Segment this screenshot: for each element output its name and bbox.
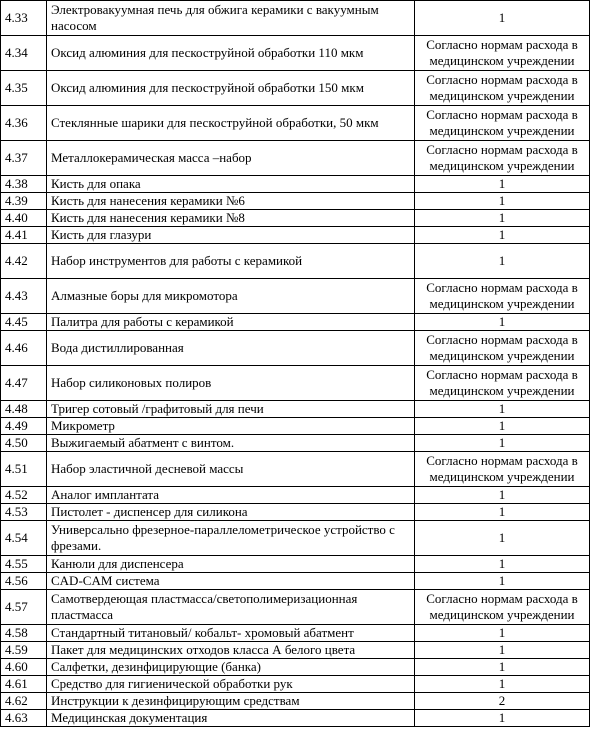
table-row bbox=[1, 227, 590, 244]
table-row bbox=[1, 71, 590, 106]
table-row bbox=[1, 487, 590, 504]
item-name-cell: Микрометр bbox=[47, 418, 415, 435]
item-quantity-cell: 1 bbox=[415, 487, 590, 504]
item-quantity-cell: 1 bbox=[415, 418, 590, 435]
item-quantity-cell: 1 bbox=[415, 504, 590, 521]
item-number-cell: 4.46 bbox=[1, 331, 47, 366]
item-quantity-cell: 1 bbox=[415, 573, 590, 590]
item-name-cell: Алмазные боры для микромотора bbox=[47, 279, 415, 314]
item-number-cell: 4.62 bbox=[1, 693, 47, 710]
item-name-cell: Самотвердеющая пластмасса/светополимеризационная пластмасса bbox=[47, 590, 415, 625]
item-quantity-cell: Согласно нормам расхода в медицинском учреждении bbox=[415, 36, 590, 71]
item-number-cell: 4.39 bbox=[1, 193, 47, 210]
table-row bbox=[1, 710, 590, 727]
item-number-cell: 4.59 bbox=[1, 642, 47, 659]
item-number-cell: 4.37 bbox=[1, 141, 47, 176]
table-row bbox=[1, 521, 590, 556]
item-quantity-cell: 1 bbox=[415, 521, 590, 556]
table-row bbox=[1, 244, 590, 279]
item-number-cell: 4.48 bbox=[1, 401, 47, 418]
item-name-cell: Пакет для медицинских отходов класса А белого цвета bbox=[47, 642, 415, 659]
table-row bbox=[1, 625, 590, 642]
item-quantity-cell: 1 bbox=[415, 435, 590, 452]
item-quantity-cell: Согласно нормам расхода в медицинском учреждении bbox=[415, 106, 590, 141]
table-row bbox=[1, 452, 590, 487]
item-name-cell: Медицинская документация bbox=[47, 710, 415, 727]
item-quantity-cell: 1 bbox=[415, 401, 590, 418]
table-row bbox=[1, 659, 590, 676]
item-name-cell: Электровакуумная печь для обжига керамики с вакуумным насосом bbox=[47, 1, 415, 36]
item-quantity-cell: 1 bbox=[415, 176, 590, 193]
table-row bbox=[1, 366, 590, 401]
table-row bbox=[1, 504, 590, 521]
item-number-cell: 4.40 bbox=[1, 210, 47, 227]
item-quantity-cell: 1 bbox=[415, 625, 590, 642]
item-quantity-cell: 1 bbox=[415, 659, 590, 676]
item-quantity-cell: 2 bbox=[415, 693, 590, 710]
item-quantity-cell: 1 bbox=[415, 210, 590, 227]
item-number-cell: 4.43 bbox=[1, 279, 47, 314]
item-name-cell: Металлокерамическая масса –набор bbox=[47, 141, 415, 176]
item-quantity-cell: 1 bbox=[415, 676, 590, 693]
item-number-cell: 4.38 bbox=[1, 176, 47, 193]
item-number-cell: 4.54 bbox=[1, 521, 47, 556]
item-name-cell: Стандартный титановый/ кобальт- хромовый абатмент bbox=[47, 625, 415, 642]
item-name-cell: Кисть для опака bbox=[47, 176, 415, 193]
item-name-cell: Тригер сотовый /графитовый для печи bbox=[47, 401, 415, 418]
item-name-cell: Кисть для нанесения керамики №6 bbox=[47, 193, 415, 210]
table-row bbox=[1, 141, 590, 176]
item-name-cell: Оксид алюминия для пескоструйной обработки 110 мкм bbox=[47, 36, 415, 71]
item-number-cell: 4.35 bbox=[1, 71, 47, 106]
item-name-cell: Набор инструментов для работы с керамикой bbox=[47, 244, 415, 279]
item-name-cell: Оксид алюминия для пескоструйной обработки 150 мкм bbox=[47, 71, 415, 106]
item-name-cell: Палитра для работы с керамикой bbox=[47, 314, 415, 331]
table-row bbox=[1, 573, 590, 590]
item-name-cell: Набор эластичной десневой массы bbox=[47, 452, 415, 487]
item-quantity-cell: 1 bbox=[415, 244, 590, 279]
item-name-cell: Пистолет - диспенсер для силикона bbox=[47, 504, 415, 521]
table-row bbox=[1, 279, 590, 314]
item-quantity-cell: 1 bbox=[415, 710, 590, 727]
item-name-cell: Универсально фрезерное-параллелометрическое устройство с фрезами. bbox=[47, 521, 415, 556]
equipment-table-body bbox=[1, 1, 590, 727]
item-number-cell: 4.52 bbox=[1, 487, 47, 504]
item-number-cell: 4.41 bbox=[1, 227, 47, 244]
item-name-cell: Инструкции к дезинфицирующим средствам bbox=[47, 693, 415, 710]
item-number-cell: 4.53 bbox=[1, 504, 47, 521]
table-row bbox=[1, 556, 590, 573]
table-row bbox=[1, 676, 590, 693]
item-name-cell: CAD-CAM система bbox=[47, 573, 415, 590]
item-name-cell: Канюли для диспенсера bbox=[47, 556, 415, 573]
item-number-cell: 4.51 bbox=[1, 452, 47, 487]
item-number-cell: 4.49 bbox=[1, 418, 47, 435]
item-quantity-cell: 1 bbox=[415, 227, 590, 244]
item-quantity-cell: Согласно нормам расхода в медицинском учреждении bbox=[415, 141, 590, 176]
item-quantity-cell: Согласно нормам расхода в медицинском учреждении bbox=[415, 366, 590, 401]
table-row bbox=[1, 418, 590, 435]
table-row bbox=[1, 331, 590, 366]
item-number-cell: 4.56 bbox=[1, 573, 47, 590]
table-row bbox=[1, 642, 590, 659]
table-row bbox=[1, 435, 590, 452]
item-quantity-cell: Согласно нормам расхода в медицинском учреждении bbox=[415, 279, 590, 314]
table-row bbox=[1, 1, 590, 36]
table-row bbox=[1, 314, 590, 331]
item-quantity-cell: 1 bbox=[415, 314, 590, 331]
item-quantity-cell: 1 bbox=[415, 193, 590, 210]
item-number-cell: 4.61 bbox=[1, 676, 47, 693]
item-name-cell: Средство для гигиенической обработки рук bbox=[47, 676, 415, 693]
item-name-cell: Выжигаемый абатмент с винтом. bbox=[47, 435, 415, 452]
item-number-cell: 4.33 bbox=[1, 1, 47, 36]
item-quantity-cell: Согласно нормам расхода в медицинском учреждении bbox=[415, 331, 590, 366]
table-row bbox=[1, 210, 590, 227]
item-quantity-cell: Согласно нормам расхода в медицинском учреждении bbox=[415, 590, 590, 625]
table-row bbox=[1, 590, 590, 625]
item-name-cell: Стеклянные шарики для пескоструйной обработки, 50 мкм bbox=[47, 106, 415, 141]
item-number-cell: 4.60 bbox=[1, 659, 47, 676]
item-number-cell: 4.58 bbox=[1, 625, 47, 642]
table-row bbox=[1, 401, 590, 418]
item-name-cell: Салфетки, дезинфицирующие (банка) bbox=[47, 659, 415, 676]
table-row bbox=[1, 106, 590, 141]
table-row bbox=[1, 36, 590, 71]
item-number-cell: 4.63 bbox=[1, 710, 47, 727]
table-row bbox=[1, 176, 590, 193]
item-name-cell: Вода дистиллированная bbox=[47, 331, 415, 366]
item-quantity-cell: 1 bbox=[415, 556, 590, 573]
item-quantity-cell: Согласно нормам расхода в медицинском учреждении bbox=[415, 452, 590, 487]
item-number-cell: 4.50 bbox=[1, 435, 47, 452]
item-name-cell: Аналог имплантата bbox=[47, 487, 415, 504]
item-number-cell: 4.45 bbox=[1, 314, 47, 331]
item-quantity-cell: Согласно нормам расхода в медицинском учреждении bbox=[415, 71, 590, 106]
table-row bbox=[1, 193, 590, 210]
item-name-cell: Набор силиконовых полиров bbox=[47, 366, 415, 401]
item-number-cell: 4.34 bbox=[1, 36, 47, 71]
table-row bbox=[1, 693, 590, 710]
item-quantity-cell: 1 bbox=[415, 642, 590, 659]
item-quantity-cell: 1 bbox=[415, 1, 590, 36]
item-number-cell: 4.47 bbox=[1, 366, 47, 401]
item-name-cell: Кисть для нанесения керамики №8 bbox=[47, 210, 415, 227]
item-number-cell: 4.57 bbox=[1, 590, 47, 625]
item-number-cell: 4.55 bbox=[1, 556, 47, 573]
item-number-cell: 4.42 bbox=[1, 244, 47, 279]
item-name-cell: Кисть для глазури bbox=[47, 227, 415, 244]
item-number-cell: 4.36 bbox=[1, 106, 47, 141]
